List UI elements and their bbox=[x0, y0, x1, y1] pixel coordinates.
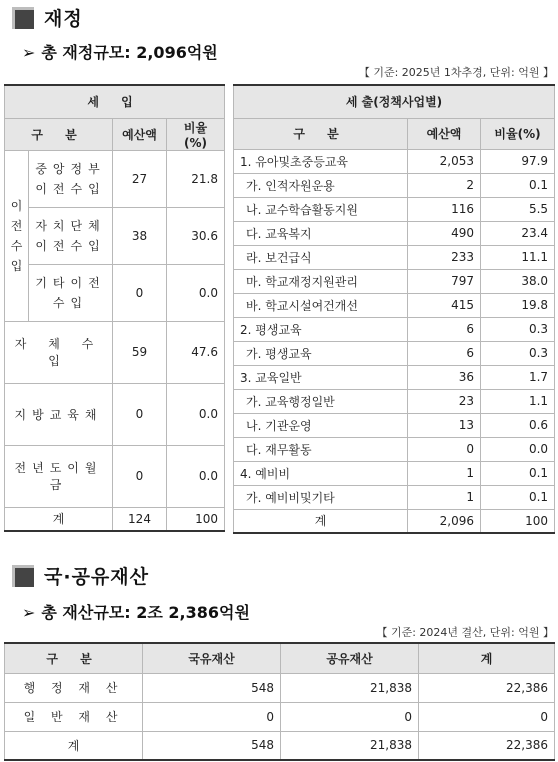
expenditure-row-budget: 2 bbox=[408, 173, 481, 197]
property-section-title bbox=[12, 562, 149, 589]
revenue-table bbox=[4, 84, 225, 532]
revenue-own-ratio: 47.6 bbox=[167, 321, 225, 383]
revenue-bond-label: 지방교육채 bbox=[5, 383, 113, 445]
table-row bbox=[5, 150, 225, 207]
table-row bbox=[234, 317, 555, 341]
property-row-label: 일 반 재 산 bbox=[5, 702, 143, 731]
expenditure-row-ratio: 11.1 bbox=[481, 245, 555, 269]
expenditure-row-ratio: 0.6 bbox=[481, 413, 555, 437]
expenditure-row-label: 다. 재무활동 bbox=[234, 437, 408, 461]
section-square-icon bbox=[12, 7, 36, 29]
property-subhead bbox=[22, 600, 250, 623]
finance-subhead bbox=[22, 40, 218, 63]
revenue-bond-budget: 0 bbox=[113, 383, 167, 445]
revenue-total-ratio: 100 bbox=[167, 507, 225, 531]
expenditure-row-label: 라. 보건급식 bbox=[234, 245, 408, 269]
expenditure-row-label: 가. 평생교육 bbox=[234, 341, 408, 365]
revenue-row-ratio: 30.6 bbox=[167, 207, 225, 264]
expenditure-row-ratio: 0.1 bbox=[481, 485, 555, 509]
property-row-national: 0 bbox=[143, 702, 281, 731]
revenue-header: 세 입 bbox=[5, 85, 225, 118]
expenditure-row-ratio: 0.3 bbox=[481, 341, 555, 365]
revenue-row-label: 자치단체이전수입 bbox=[29, 207, 113, 264]
property-row-public: 21,838 bbox=[281, 673, 419, 702]
revenue-carry-label: 전년도이월금 bbox=[5, 445, 113, 507]
expenditure-row-budget: 6 bbox=[408, 317, 481, 341]
table-row bbox=[234, 365, 555, 389]
expenditure-row-label: 1. 유아및초중등교육 bbox=[234, 149, 408, 173]
property-total-total: 22,386 bbox=[419, 731, 555, 760]
table-row bbox=[234, 245, 555, 269]
table-row bbox=[5, 383, 225, 445]
expenditure-row-label: 바. 학교시설여건개선 bbox=[234, 293, 408, 317]
expenditure-row-budget: 1 bbox=[408, 461, 481, 485]
property-total-label: 계 bbox=[5, 731, 143, 760]
property-row-total: 22,386 bbox=[419, 673, 555, 702]
table-row bbox=[5, 673, 555, 702]
property-subhead-text: 총 재산규모: 2조 2,386억원 bbox=[41, 603, 250, 622]
expenditure-total-label: 계 bbox=[234, 509, 408, 533]
table-row bbox=[234, 461, 555, 485]
expenditure-row-ratio: 0.1 bbox=[481, 461, 555, 485]
property-row-total: 0 bbox=[419, 702, 555, 731]
section-square-icon bbox=[12, 565, 36, 587]
revenue-row-ratio: 0.0 bbox=[167, 264, 225, 321]
property-total-national: 548 bbox=[143, 731, 281, 760]
revenue-row-budget: 0 bbox=[113, 264, 167, 321]
expenditure-row-budget: 797 bbox=[408, 269, 481, 293]
table-row bbox=[5, 264, 225, 321]
expenditure-total-budget: 2,096 bbox=[408, 509, 481, 533]
expenditure-row-ratio: 0.3 bbox=[481, 317, 555, 341]
revenue-group-label: 이전수입 bbox=[5, 150, 29, 321]
table-row bbox=[234, 341, 555, 365]
table-row bbox=[234, 197, 555, 221]
expenditure-row-ratio: 5.5 bbox=[481, 197, 555, 221]
table-row bbox=[234, 437, 555, 461]
revenue-total-budget: 124 bbox=[113, 507, 167, 531]
expenditure-row-label: 가. 예비비및기타 bbox=[234, 485, 408, 509]
expenditure-col-ratio: 비율(%) bbox=[481, 118, 555, 149]
table-row bbox=[234, 509, 555, 533]
table-row bbox=[234, 389, 555, 413]
table-row bbox=[234, 149, 555, 173]
expenditure-row-budget: 0 bbox=[408, 437, 481, 461]
revenue-bond-ratio: 0.0 bbox=[167, 383, 225, 445]
finance-title: 재정 bbox=[44, 8, 83, 30]
property-title: 국·공유재산 bbox=[44, 566, 149, 588]
property-row-public: 0 bbox=[281, 702, 419, 731]
property-col-total: 계 bbox=[419, 643, 555, 673]
table-row bbox=[5, 445, 225, 507]
expenditure-col-category: 구 분 bbox=[234, 118, 408, 149]
expenditure-row-budget: 6 bbox=[408, 341, 481, 365]
expenditure-row-label: 3. 교육일반 bbox=[234, 365, 408, 389]
finance-subhead-text: 총 재정규모: 2,096억원 bbox=[41, 43, 218, 62]
property-col-category: 구 분 bbox=[5, 643, 143, 673]
expenditure-row-ratio: 19.8 bbox=[481, 293, 555, 317]
expenditure-row-ratio: 23.4 bbox=[481, 221, 555, 245]
expenditure-row-ratio: 1.7 bbox=[481, 365, 555, 389]
expenditure-row-budget: 13 bbox=[408, 413, 481, 437]
expenditure-row-ratio: 97.9 bbox=[481, 149, 555, 173]
table-row bbox=[234, 221, 555, 245]
expenditure-row-ratio: 0.1 bbox=[481, 173, 555, 197]
revenue-row-ratio: 21.8 bbox=[167, 150, 225, 207]
revenue-col-ratio: 비율(%) bbox=[167, 118, 225, 150]
revenue-own-label: 자 체 수 입 bbox=[5, 321, 113, 383]
expenditure-row-ratio: 38.0 bbox=[481, 269, 555, 293]
expenditure-row-budget: 23 bbox=[408, 389, 481, 413]
table-row bbox=[234, 293, 555, 317]
property-basis: 【 기준: 2024년 결산, 단위: 억원 】 bbox=[376, 626, 554, 639]
arrow-icon: ➢ bbox=[22, 43, 36, 62]
revenue-carry-ratio: 0.0 bbox=[167, 445, 225, 507]
expenditure-row-budget: 2,053 bbox=[408, 149, 481, 173]
property-row-label: 행 정 재 산 bbox=[5, 673, 143, 702]
table-row bbox=[234, 269, 555, 293]
expenditure-row-label: 2. 평생교육 bbox=[234, 317, 408, 341]
expenditure-row-label: 나. 기관운영 bbox=[234, 413, 408, 437]
revenue-row-label: 중앙정부이전수입 bbox=[29, 150, 113, 207]
table-row bbox=[5, 507, 225, 531]
table-row bbox=[5, 321, 225, 383]
arrow-icon: ➢ bbox=[22, 603, 36, 622]
revenue-col-budget: 예산액 bbox=[113, 118, 167, 150]
expenditure-row-label: 나. 교수학습활동지원 bbox=[234, 197, 408, 221]
table-row bbox=[5, 731, 555, 760]
revenue-col-category: 구 분 bbox=[5, 118, 113, 150]
revenue-row-budget: 27 bbox=[113, 150, 167, 207]
revenue-carry-budget: 0 bbox=[113, 445, 167, 507]
property-col-public: 공유재산 bbox=[281, 643, 419, 673]
expenditure-header: 세 출(정책사업별) bbox=[234, 85, 555, 118]
expenditure-row-label: 가. 인적자원운용 bbox=[234, 173, 408, 197]
expenditure-table bbox=[233, 84, 555, 534]
table-row bbox=[234, 485, 555, 509]
expenditure-row-budget: 490 bbox=[408, 221, 481, 245]
revenue-row-budget: 38 bbox=[113, 207, 167, 264]
revenue-total-label: 계 bbox=[5, 507, 113, 531]
table-row bbox=[234, 173, 555, 197]
table-row bbox=[5, 702, 555, 731]
expenditure-col-budget: 예산액 bbox=[408, 118, 481, 149]
revenue-own-budget: 59 bbox=[113, 321, 167, 383]
finance-basis: 【 기준: 2025년 1차추경, 단위: 억원 】 bbox=[358, 66, 554, 79]
table-row bbox=[5, 207, 225, 264]
expenditure-total-ratio: 100 bbox=[481, 509, 555, 533]
expenditure-row-budget: 116 bbox=[408, 197, 481, 221]
expenditure-row-ratio: 0.0 bbox=[481, 437, 555, 461]
expenditure-row-label: 다. 교육복지 bbox=[234, 221, 408, 245]
expenditure-row-budget: 415 bbox=[408, 293, 481, 317]
property-col-national: 국유재산 bbox=[143, 643, 281, 673]
expenditure-row-label: 마. 학교재정지원관리 bbox=[234, 269, 408, 293]
expenditure-row-ratio: 1.1 bbox=[481, 389, 555, 413]
property-row-national: 548 bbox=[143, 673, 281, 702]
expenditure-row-budget: 1 bbox=[408, 485, 481, 509]
table-row bbox=[234, 413, 555, 437]
property-table bbox=[4, 642, 555, 761]
expenditure-row-label: 4. 예비비 bbox=[234, 461, 408, 485]
expenditure-row-budget: 233 bbox=[408, 245, 481, 269]
revenue-row-label: 기타이전수입 bbox=[29, 264, 113, 321]
expenditure-row-label: 가. 교육행정일반 bbox=[234, 389, 408, 413]
property-total-public: 21,838 bbox=[281, 731, 419, 760]
expenditure-row-budget: 36 bbox=[408, 365, 481, 389]
finance-section-title bbox=[12, 4, 83, 31]
